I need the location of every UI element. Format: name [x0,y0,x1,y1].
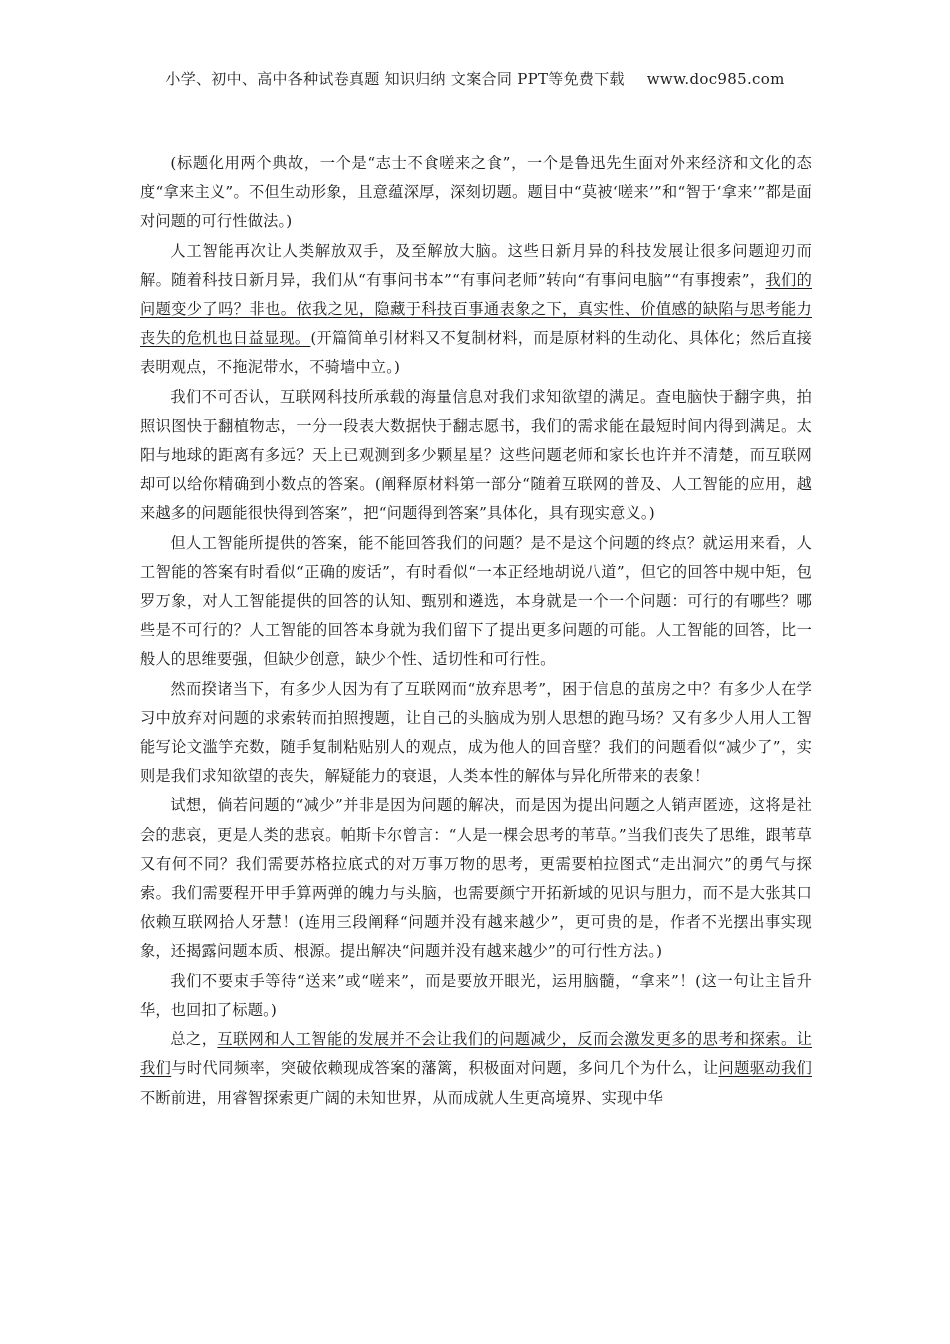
paragraph-title-annotation [140,149,812,237]
paragraph-body-4 [140,791,812,966]
paragraph-body-2 [140,529,812,675]
paragraph-body-3 [140,675,812,792]
header-text: 小学、初中、高中各种试卷真题 知识归纳 文案合同 PPT等免费下载 [165,70,625,88]
paragraph-body-5 [140,967,812,1025]
text-run: 总之， [170,1030,218,1049]
text-run: 但人工智能所提供的答案，能不能回答我们的问题？是不是这个问题的终点？就运用来看，人工智能的答案有时看似“正确的废话”，有时看似“一本正经地胡说八道”，但它的回答中规中矩，包罗万象，对人工智能提供的回答的认知、甄别和遴选，本身就是一个一个问题：可行的有哪些？哪些是不可行的？人工智能的回答本身就为我们留下了提出更多问题的可能。人工智能的回答，比一般人的思维要强，但缺少创意，缺少个性、适切性和可行性。 [140,533,812,669]
conclusion-underlined-1: 互联网和人工智能的发展并不会让我们的问题减少，反而会激发更多的思考和探索。让我们 [140,1030,812,1078]
text-run: (开篇简单引材料又不复制材料，而是原材料的生动化、具体化；然后直接表明观点，不拖泥带水，不骑墙中立。) [140,329,812,377]
paragraph-conclusion [140,1025,812,1113]
conclusion-underlined-2: 问题驱动我们 [718,1059,813,1078]
text-run: 不断前进，用睿智探索更广阔的未知世界，从而成就人生更高境界、实现中华 [140,1088,664,1107]
text-run: 然而揆诸当下，有多少人因为有了互联网而“放弃思考”，困于信息的茧房之中？有多少人在学习中放弃对问题的求索转而拍照搜题，让自己的头脑成为别人思想的跑马场？又有多少人用人工智能写论文滥竽充数，随手复制粘贴别人的观点，成为他人的回音壁？我们的问题看似“减少了”，实则是我们求知欲望的丧失，解疑能力的衰退，人类本性的解体与异化所带来的表象！ [140,679,812,786]
thesis-underlined: 我们的问题变少了吗？非也。依我之见，隐藏于科技百事通表象之下，真实性、价值感的缺陷与思考能力丧失的危机也日益显现。 [140,270,812,348]
paragraph-intro [140,237,812,383]
essay-body [140,149,812,1113]
page-header [0,68,950,89]
text-run: (标题化用两个典故，一个是“志士不食嗟来之食”，一个是鲁迅先生面对外来经济和文化的态度“拿来主义”。不但生动形象，且意蕴深厚，深刻切题。题目中“莫被‘嗟来’”和“智于‘拿来’”都是面对问题的可行性做法。) [140,154,812,231]
text-run: 试想，倘若问题的“减少”并非是因为问题的解决，而是因为提出问题之人销声匿迹，这将是社会的悲哀，更是人类的悲哀。帕斯卡尔曾言：“人是一棵会思考的苇草。”当我们丧失了思维，跟苇草又有何不同？我们需要苏格拉底式的对万事万物的思考，更需要柏拉图式“走出洞穴”的勇气与探索。我们需要程开甲手算两弹的魄力与头脑，也需要颜宁开拓新域的见识与胆力，而不是大张其口依赖互联网拾人牙慧！(连用三段阐释“问题并没有越来越少”，更可贵的是，作者不光摆出事实现象，还揭露问题本质、根源。提出解决“问题并没有越来越少”的可行性方法。) [140,796,812,961]
text-run: 人工智能再次让人类解放双手，及至解放大脑。这些日新月异的科技发展让很多问题迎刃而解。随着科技日新月异，我们从“有事问书本”“有事问老师”转向“有事问电脑”“有事搜索”， [140,241,812,289]
text-run: 我们不可否认，互联网科技所承载的海量信息对我们求知欲望的满足。查电脑快于翻字典，拍照识图快于翻植物志，一分一段表大数据快于翻志愿书，我们的需求能在最短时间内得到满足。太阳与地球的距离有多远？天上已观测到多少颗星星？这些问题老师和家长也许并不清楚，而互联网却可以给你精确到小数点的答案。(阐释原材料第一部分“随着互联网的普及、人工智能的应用，越来越多的问题能很快得到答案”，把“问题得到答案”具体化，具有现实意义。) [140,387,812,523]
paragraph-body-1 [140,383,812,529]
header-site-url: www.doc985.com [646,70,785,88]
text-run: 我们不要束手等待“送来”或“嗟来”，而是要放开眼光，运用脑髓，“拿来”！(这一句让主旨升华，也回扣了标题。) [140,971,812,1019]
text-run: 与时代同频率，突破依赖现成答案的藩篱，积极面对问题，多问几个为什么，让 [171,1059,719,1078]
